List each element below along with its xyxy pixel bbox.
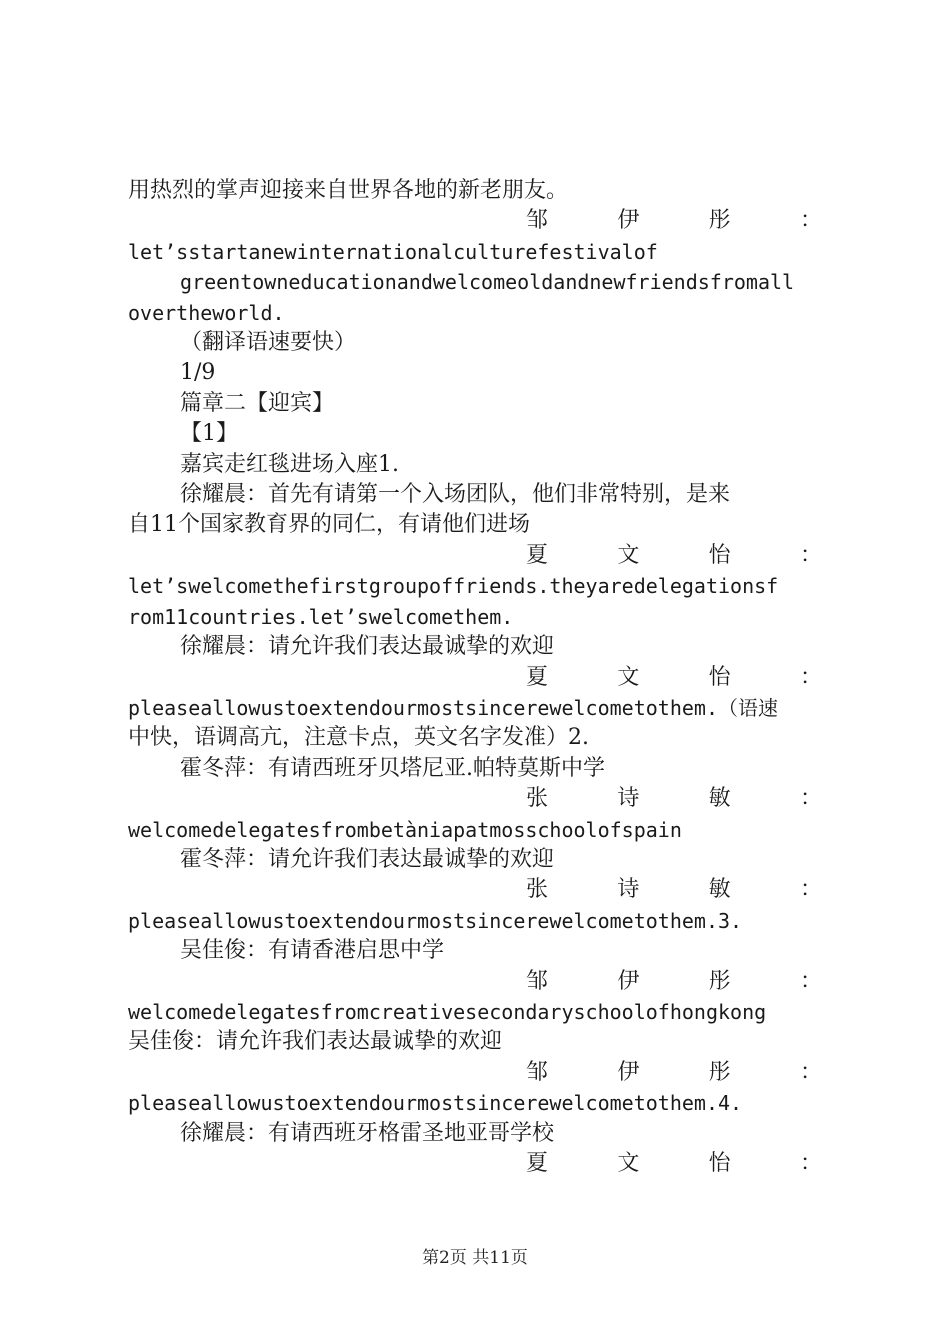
speaker-char: 邹	[526, 968, 549, 994]
body-line: 徐耀晨：有请西班牙格雷圣地亚哥学校	[180, 1120, 555, 1146]
body-line: 徐耀晨：请允许我们表达最诚挚的欢迎	[180, 634, 555, 660]
body-line: 中快，语调高亢，注意卡点，英文名字发准）2.	[128, 725, 589, 751]
section-marker: 【1】	[180, 421, 238, 447]
speaker-char: 诗	[617, 877, 640, 903]
note-line: （翻译语速要快）	[180, 330, 357, 356]
speaker-char: 夏	[526, 542, 549, 568]
speaker-char: 怡	[708, 542, 731, 568]
chapter-heading: 篇章二【迎宾】	[180, 390, 335, 416]
speaker-line	[128, 784, 832, 814]
english-line: let’swelcomethefirstgroupoffriends.theyaredelegationsf	[128, 574, 779, 599]
speaker-colon: ：	[799, 786, 822, 812]
speaker-char: 张	[526, 786, 549, 812]
speaker-colon: ：	[799, 1059, 822, 1085]
page-fraction: 1/9	[180, 360, 216, 386]
speaker-char: 怡	[708, 664, 731, 690]
speaker-line	[128, 1149, 832, 1179]
body-line: 徐耀晨：首先有请第一个入场团队，他们非常特别，是来	[180, 482, 731, 508]
speaker-colon: ：	[799, 1151, 822, 1176]
speaker-char: 夏	[526, 1151, 549, 1176]
english-line: pleaseallowustoextendourmostsincerewelcometothem.3.	[128, 908, 743, 933]
body-line: 吴佳俊：有请香港启思中学	[180, 938, 445, 964]
speaker-char: 彤	[708, 1059, 731, 1085]
speaker-colon: ：	[799, 208, 822, 234]
speaker-char: 文	[617, 1151, 640, 1176]
english-line: pleaseallowustoextendourmostsincerewelcometothem.4.	[128, 1091, 743, 1116]
speaker-line	[128, 541, 832, 571]
body-line: 吴佳俊：请允许我们表达最诚挚的欢迎	[128, 1029, 503, 1055]
speaker-char: 邹	[526, 1059, 549, 1085]
speaker-char: 怡	[708, 1151, 731, 1176]
body-line: 自11个国家教育界的同仁，有请他们进场	[128, 512, 530, 538]
speaker-char: 彤	[708, 208, 731, 234]
speaker-line	[128, 663, 832, 693]
document-body	[128, 176, 832, 1179]
speaker-line	[128, 206, 832, 236]
speaker-line	[128, 875, 832, 905]
speaker-line	[128, 967, 832, 997]
english-line: welcomedelegatesfrombetàniapatmosschoolofspain	[128, 817, 682, 842]
speaker-colon: ：	[799, 542, 822, 568]
english-line: greentowneducationandwelcomeoldandnewfriendsfromall	[180, 270, 795, 295]
speaker-line	[128, 1058, 832, 1088]
speaker-colon: ：	[799, 877, 822, 903]
speaker-char: 张	[526, 877, 549, 903]
english-line: rom11countries.let’swelcomethem.	[128, 604, 514, 629]
speaker-char: 伊	[617, 968, 640, 994]
speaker-char: 伊	[617, 208, 640, 234]
page-footer: 第2页 共11页	[422, 1248, 528, 1268]
body-line: 霍冬萍：有请西班牙贝塔尼亚.帕特莫斯中学	[180, 755, 605, 781]
speaker-char: 彤	[708, 968, 731, 994]
english-line: pleaseallowustoextendourmostsincerewelcometothem.（语速	[128, 695, 779, 720]
speaker-char: 诗	[617, 786, 640, 812]
english-line: welcomedelegatesfromcreativesecondaryschoolofhongkong	[128, 999, 767, 1024]
speaker-char: 文	[617, 542, 640, 568]
english-line: overtheworld.	[128, 300, 285, 325]
body-line: 霍冬萍：请允许我们表达最诚挚的欢迎	[180, 846, 555, 872]
speaker-char: 敏	[708, 786, 731, 812]
body-line: 嘉宾走红毯进场入座1.	[180, 451, 399, 477]
speaker-char: 文	[617, 664, 640, 690]
speaker-colon: ：	[799, 968, 822, 994]
english-line: let’sstartanewinternationalculturefestivalof	[128, 239, 658, 264]
body-line: 用热烈的掌声迎接来自世界各地的新老朋友。	[128, 178, 569, 203]
speaker-char: 伊	[617, 1059, 640, 1085]
speaker-char: 邹	[526, 208, 549, 234]
speaker-colon: ：	[799, 664, 822, 690]
speaker-char: 夏	[526, 664, 549, 690]
speaker-char: 敏	[708, 877, 731, 903]
